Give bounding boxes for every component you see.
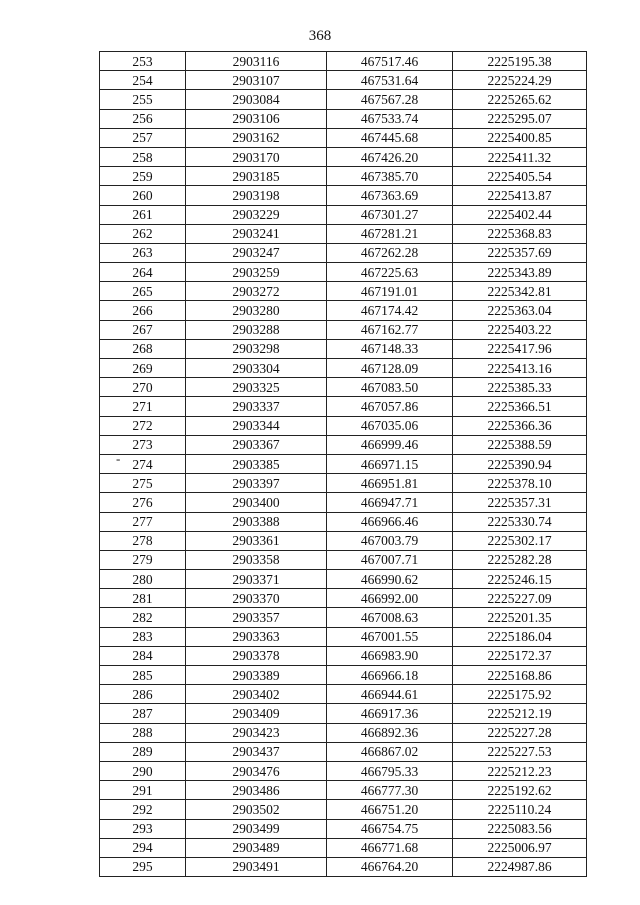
table-row: [100, 474, 587, 493]
row-number-cell: 269: [100, 359, 186, 378]
y-coordinate-cell: 2225378.10: [453, 474, 587, 493]
x-coordinate-cell: 466892.36: [327, 723, 453, 742]
y-coordinate-cell: 2225411.32: [453, 147, 587, 166]
table-row: [100, 608, 587, 627]
table-row: [100, 857, 587, 876]
x-coordinate-cell: 467281.21: [327, 224, 453, 243]
table-row: [100, 52, 587, 71]
x-coordinate-cell: 467003.79: [327, 531, 453, 550]
y-coordinate-cell: 2225246.15: [453, 570, 587, 589]
x-coordinate-cell: 466751.20: [327, 800, 453, 819]
y-coordinate-cell: 2225212.23: [453, 761, 587, 780]
row-number-cell: 294: [100, 838, 186, 857]
table-row: [100, 205, 587, 224]
table-row: [100, 128, 587, 147]
point-id-cell: 2903402: [186, 685, 327, 704]
y-coordinate-cell: 2225172.37: [453, 646, 587, 665]
row-number-cell: 287: [100, 704, 186, 723]
x-coordinate-cell: 467001.55: [327, 627, 453, 646]
row-number-cell: 278: [100, 531, 186, 550]
y-coordinate-cell: 2225363.04: [453, 301, 587, 320]
table-row: [100, 781, 587, 800]
y-coordinate-cell: 2225342.81: [453, 282, 587, 301]
row-number-cell: 293: [100, 819, 186, 838]
x-coordinate-cell: 467363.69: [327, 186, 453, 205]
table-row: [100, 243, 587, 262]
y-coordinate-cell: 2225388.59: [453, 435, 587, 454]
x-coordinate-cell: 466917.36: [327, 704, 453, 723]
table-row: [100, 435, 587, 454]
table-row: [100, 723, 587, 742]
row-number-cell: 275: [100, 474, 186, 493]
y-coordinate-cell: 2225400.85: [453, 128, 587, 147]
x-coordinate-cell: 467174.42: [327, 301, 453, 320]
row-number-cell: 284: [100, 646, 186, 665]
y-coordinate-cell: 2225413.16: [453, 359, 587, 378]
x-coordinate-cell: 466971.15: [327, 454, 453, 473]
point-id-cell: 2903259: [186, 263, 327, 282]
point-id-cell: 2903116: [186, 52, 327, 71]
x-coordinate-cell: 466867.02: [327, 742, 453, 761]
row-number-cell: 270: [100, 378, 186, 397]
row-number-cell: 272: [100, 416, 186, 435]
row-number-cell: 267: [100, 320, 186, 339]
row-number-cell: 288: [100, 723, 186, 742]
row-number-cell: 254: [100, 71, 186, 90]
point-id-cell: 2903489: [186, 838, 327, 857]
point-id-cell: 2903107: [186, 71, 327, 90]
row-number-cell: 265: [100, 282, 186, 301]
row-number-cell: 266: [100, 301, 186, 320]
table-row: [100, 512, 587, 531]
point-id-cell: 2903499: [186, 819, 327, 838]
y-coordinate-cell: 2225403.22: [453, 320, 587, 339]
point-id-cell: 2903084: [186, 90, 327, 109]
row-number-cell: 276: [100, 493, 186, 512]
row-number-cell: 271: [100, 397, 186, 416]
x-coordinate-cell: 467128.09: [327, 359, 453, 378]
y-coordinate-cell: 2225227.28: [453, 723, 587, 742]
y-coordinate-cell: 2225282.28: [453, 550, 587, 569]
x-coordinate-cell: 467301.27: [327, 205, 453, 224]
row-number-cell: 277: [100, 512, 186, 531]
table-row: [100, 685, 587, 704]
x-coordinate-cell: 466951.81: [327, 474, 453, 493]
row-number-cell: 292: [100, 800, 186, 819]
x-coordinate-cell: 467426.20: [327, 147, 453, 166]
row-number-cell: 289: [100, 742, 186, 761]
y-coordinate-cell: 2225110.24: [453, 800, 587, 819]
x-coordinate-cell: 467057.86: [327, 397, 453, 416]
table-row: [100, 761, 587, 780]
y-coordinate-cell: 2225366.36: [453, 416, 587, 435]
y-coordinate-cell: 2225265.62: [453, 90, 587, 109]
x-coordinate-cell: 467567.28: [327, 90, 453, 109]
table-row: [100, 282, 587, 301]
point-id-cell: 2903363: [186, 627, 327, 646]
row-number-cell: 253: [100, 52, 186, 71]
point-id-cell: 2903397: [186, 474, 327, 493]
y-coordinate-cell: 2225212.19: [453, 704, 587, 723]
y-coordinate-cell: 2225175.92: [453, 685, 587, 704]
point-id-cell: 2903241: [186, 224, 327, 243]
y-coordinate-cell: 2225227.09: [453, 589, 587, 608]
table-row: [100, 263, 587, 282]
y-coordinate-cell: 2225083.56: [453, 819, 587, 838]
table-row: [100, 186, 587, 205]
point-id-cell: 2903272: [186, 282, 327, 301]
x-coordinate-cell: 467517.46: [327, 52, 453, 71]
y-coordinate-cell: 2225413.87: [453, 186, 587, 205]
table-row: [100, 301, 587, 320]
table-row: [100, 800, 587, 819]
coordinates-table-body: [100, 52, 587, 877]
row-number-cell: 279: [100, 550, 186, 569]
point-id-cell: 2903388: [186, 512, 327, 531]
x-coordinate-cell: 467162.77: [327, 320, 453, 339]
y-coordinate-cell: 2225302.17: [453, 531, 587, 550]
point-id-cell: 2903437: [186, 742, 327, 761]
point-id-cell: 2903361: [186, 531, 327, 550]
table-row: [100, 589, 587, 608]
table-row: [100, 493, 587, 512]
x-coordinate-cell: 466966.18: [327, 666, 453, 685]
row-number-cell: 285: [100, 666, 186, 685]
x-coordinate-cell: 467007.71: [327, 550, 453, 569]
x-coordinate-cell: 466947.71: [327, 493, 453, 512]
point-id-cell: 2903367: [186, 435, 327, 454]
row-number-cell: 273: [100, 435, 186, 454]
x-coordinate-cell: 466990.62: [327, 570, 453, 589]
coordinates-table: [99, 51, 587, 877]
table-row: [100, 397, 587, 416]
point-id-cell: 2903170: [186, 147, 327, 166]
y-coordinate-cell: 2225295.07: [453, 109, 587, 128]
x-coordinate-cell: 466983.90: [327, 646, 453, 665]
y-coordinate-cell: 2225385.33: [453, 378, 587, 397]
x-coordinate-cell: 466944.61: [327, 685, 453, 704]
table-row: [100, 742, 587, 761]
y-coordinate-cell: 2225201.35: [453, 608, 587, 627]
x-coordinate-cell: 467008.63: [327, 608, 453, 627]
y-coordinate-cell: 2225168.86: [453, 666, 587, 685]
y-coordinate-cell: 2225368.83: [453, 224, 587, 243]
y-coordinate-cell: 2225402.44: [453, 205, 587, 224]
x-coordinate-cell: 467083.50: [327, 378, 453, 397]
x-coordinate-cell: 466795.33: [327, 761, 453, 780]
x-coordinate-cell: 467385.70: [327, 167, 453, 186]
table-row: [100, 90, 587, 109]
point-id-cell: 2903247: [186, 243, 327, 262]
row-number-cell: 255: [100, 90, 186, 109]
y-coordinate-cell: 2225006.97: [453, 838, 587, 857]
x-coordinate-cell: 466992.00: [327, 589, 453, 608]
row-number-cell: 286: [100, 685, 186, 704]
table-row: [100, 359, 587, 378]
y-coordinate-cell: 2225366.51: [453, 397, 587, 416]
y-coordinate-cell: 2225186.04: [453, 627, 587, 646]
point-id-cell: 2903185: [186, 167, 327, 186]
row-number-cell: 281: [100, 589, 186, 608]
x-coordinate-cell: 467262.28: [327, 243, 453, 262]
row-number-cell: 257: [100, 128, 186, 147]
y-coordinate-cell: 2225405.54: [453, 167, 587, 186]
x-coordinate-cell: 467148.33: [327, 339, 453, 358]
y-coordinate-cell: 2225417.96: [453, 339, 587, 358]
point-id-cell: 2903325: [186, 378, 327, 397]
table-row: [100, 147, 587, 166]
x-coordinate-cell: 466966.46: [327, 512, 453, 531]
table-row: [100, 339, 587, 358]
table-row: [100, 819, 587, 838]
row-number-cell: 282: [100, 608, 186, 627]
page-number: 368: [308, 28, 332, 44]
x-coordinate-cell: 466771.68: [327, 838, 453, 857]
row-number-cell: 263: [100, 243, 186, 262]
point-id-cell: 2903400: [186, 493, 327, 512]
table-row: [100, 167, 587, 186]
y-coordinate-cell: 2225343.89: [453, 263, 587, 282]
table-row: [100, 416, 587, 435]
point-id-cell: 2903385: [186, 454, 327, 473]
point-id-cell: 2903378: [186, 646, 327, 665]
point-id-cell: 2903288: [186, 320, 327, 339]
point-id-cell: 2903370: [186, 589, 327, 608]
point-id-cell: 2903423: [186, 723, 327, 742]
y-coordinate-cell: 2225195.38: [453, 52, 587, 71]
point-id-cell: 2903371: [186, 570, 327, 589]
x-coordinate-cell: 467445.68: [327, 128, 453, 147]
row-number-cell: 283: [100, 627, 186, 646]
table-row: [100, 71, 587, 90]
row-number-cell: 261: [100, 205, 186, 224]
y-coordinate-cell: 2225390.94: [453, 454, 587, 473]
x-coordinate-cell: 467531.64: [327, 71, 453, 90]
x-coordinate-cell: 466764.20: [327, 857, 453, 876]
table-row: [100, 838, 587, 857]
table-row: [100, 109, 587, 128]
row-number-cell: 260: [100, 186, 186, 205]
x-coordinate-cell: 466754.75: [327, 819, 453, 838]
row-number-cell: 291: [100, 781, 186, 800]
x-coordinate-cell: 466777.30: [327, 781, 453, 800]
point-id-cell: 2903357: [186, 608, 327, 627]
point-id-cell: 2903344: [186, 416, 327, 435]
y-coordinate-cell: 2225227.53: [453, 742, 587, 761]
row-number-cell: 264: [100, 263, 186, 282]
x-coordinate-cell: 467533.74: [327, 109, 453, 128]
x-coordinate-cell: 467191.01: [327, 282, 453, 301]
row-number-cell: 258: [100, 147, 186, 166]
table-row: [100, 570, 587, 589]
margin-mark: -: [116, 451, 121, 466]
table-row: [100, 378, 587, 397]
table-row: [100, 627, 587, 646]
point-id-cell: 2903409: [186, 704, 327, 723]
table-row: [100, 531, 587, 550]
row-number-cell: 262: [100, 224, 186, 243]
y-coordinate-cell: 2225357.69: [453, 243, 587, 262]
table-row: [100, 320, 587, 339]
point-id-cell: 2903337: [186, 397, 327, 416]
row-number-cell: 268: [100, 339, 186, 358]
row-number-cell: 274: [100, 454, 186, 473]
y-coordinate-cell: 2225357.31: [453, 493, 587, 512]
point-id-cell: 2903198: [186, 186, 327, 205]
x-coordinate-cell: 467035.06: [327, 416, 453, 435]
point-id-cell: 2903229: [186, 205, 327, 224]
y-coordinate-cell: 2225330.74: [453, 512, 587, 531]
point-id-cell: 2903502: [186, 800, 327, 819]
point-id-cell: 2903476: [186, 761, 327, 780]
row-number-cell: 259: [100, 167, 186, 186]
x-coordinate-cell: 467225.63: [327, 263, 453, 282]
point-id-cell: 2903106: [186, 109, 327, 128]
row-number-cell: 280: [100, 570, 186, 589]
row-number-cell: 295: [100, 857, 186, 876]
point-id-cell: 2903162: [186, 128, 327, 147]
table-row: [100, 646, 587, 665]
table-row: [100, 224, 587, 243]
y-coordinate-cell: 2225224.29: [453, 71, 587, 90]
row-number-cell: 256: [100, 109, 186, 128]
point-id-cell: 2903304: [186, 359, 327, 378]
x-coordinate-cell: 466999.46: [327, 435, 453, 454]
row-number-cell: 290: [100, 761, 186, 780]
table-row: [100, 704, 587, 723]
point-id-cell: 2903280: [186, 301, 327, 320]
y-coordinate-cell: 2224987.86: [453, 857, 587, 876]
point-id-cell: 2903491: [186, 857, 327, 876]
point-id-cell: 2903389: [186, 666, 327, 685]
point-id-cell: 2903358: [186, 550, 327, 569]
point-id-cell: 2903486: [186, 781, 327, 800]
table-row: [100, 454, 587, 473]
point-id-cell: 2903298: [186, 339, 327, 358]
y-coordinate-cell: 2225192.62: [453, 781, 587, 800]
table-row: [100, 550, 587, 569]
table-row: [100, 666, 587, 685]
